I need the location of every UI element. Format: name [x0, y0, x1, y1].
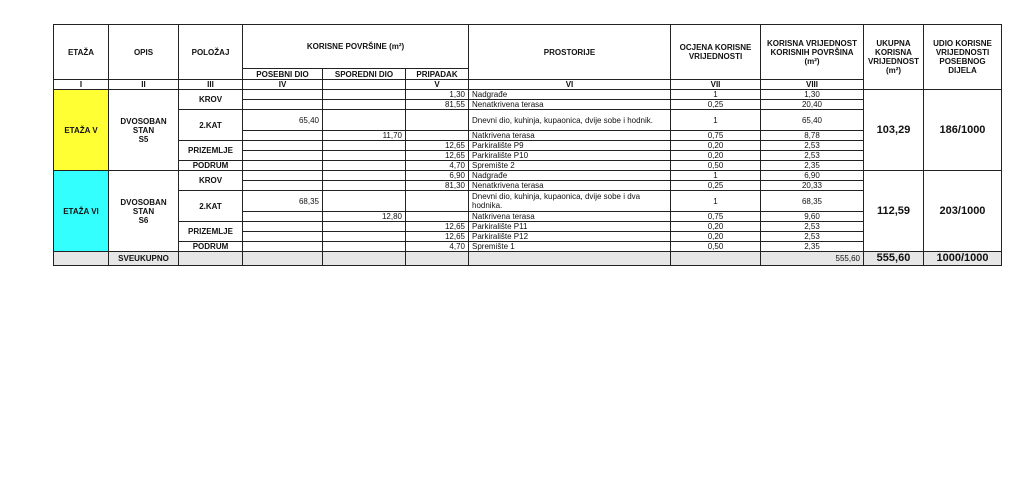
prostorija-label: Parkiralište P9 — [469, 141, 671, 151]
unit-opis-line: STAN — [132, 206, 155, 216]
pripadak-value — [406, 212, 469, 222]
sporedni-value — [323, 191, 406, 212]
pripadak-value — [406, 131, 469, 141]
roman-numeral — [323, 80, 406, 90]
vrijednost-value: 2,35 — [761, 161, 864, 171]
prostorija-label: Nadgrađe — [469, 171, 671, 181]
posebni-value — [243, 90, 323, 100]
pripadak-value: 12,65 — [406, 232, 469, 242]
prostorija-label: Dnevni dio, kuhinja, kupaonica, dvije sobe i hodnik. — [469, 110, 671, 131]
pripadak-value — [406, 191, 469, 212]
ocjena-value: 1 — [671, 191, 761, 212]
table-row — [54, 222, 1002, 232]
sporedni-value — [323, 161, 406, 171]
prostorija-label: Parkiralište P11 — [469, 222, 671, 232]
posebni-value — [243, 100, 323, 110]
position-label: 2.KAT — [179, 191, 243, 222]
posebni-value — [243, 171, 323, 181]
position-label: KROV — [179, 171, 243, 191]
prostorija-label: Dnevni dio, kuhinja, kupaonica, dvije sobe i dva hodnika. — [469, 191, 671, 212]
table-row — [54, 171, 1002, 181]
pripadak-value: 12,65 — [406, 151, 469, 161]
header-korisne-povrsine: KORISNE POVRŠINE (m²) — [243, 25, 469, 69]
pripadak-value: 1,30 — [406, 90, 469, 100]
pripadak-value: 12,65 — [406, 222, 469, 232]
position-label: PODRUM — [179, 161, 243, 171]
unit-udio: 186/1000 — [924, 90, 1002, 171]
vrijednost-value: 8,78 — [761, 131, 864, 141]
vrijednost-value: 9,60 — [761, 212, 864, 222]
table-row — [54, 141, 1002, 151]
ocjena-value: 0,20 — [671, 141, 761, 151]
ocjena-value: 0,20 — [671, 232, 761, 242]
table-row — [54, 110, 1002, 131]
unit-opis-line: S6 — [138, 215, 149, 225]
sporedni-value — [323, 181, 406, 191]
total-empty-cell — [54, 252, 109, 266]
total-empty-cell — [243, 252, 323, 266]
ocjena-value: 1 — [671, 90, 761, 100]
position-label: 2.KAT — [179, 110, 243, 141]
total-row — [54, 252, 1002, 266]
sporedni-value: 12,80 — [323, 212, 406, 222]
header-ukupna: UKUPNA KORISNA VRIJEDNOST (m²) — [864, 25, 924, 90]
position-label: PRIZEMLJE — [179, 222, 243, 242]
prostorija-label: Nadgrađe — [469, 90, 671, 100]
header-etaza: ETAŽA — [54, 25, 109, 80]
posebni-value — [243, 141, 323, 151]
posebni-value — [243, 181, 323, 191]
ocjena-value: 0,25 — [671, 100, 761, 110]
unit-opis-line: STAN — [132, 125, 155, 135]
sporedni-value — [323, 171, 406, 181]
pripadak-value: 81,55 — [406, 100, 469, 110]
unit-etaza: ETAŽA V — [54, 90, 109, 171]
sporedni-value — [323, 110, 406, 131]
roman-numeral: VIII — [761, 80, 864, 90]
ocjena-value: 1 — [671, 110, 761, 131]
header-polozaj: POLOŽAJ — [179, 25, 243, 80]
pripadak-value: 12,65 — [406, 141, 469, 151]
pripadak-value: 6,90 — [406, 171, 469, 181]
position-label: KROV — [179, 90, 243, 110]
posebni-value — [243, 161, 323, 171]
table-row — [54, 90, 1002, 100]
header-udio: UDIO KORISNE VRIJEDNOSTI POSEBNOG DIJELA — [924, 25, 1002, 90]
sporedni-value — [323, 141, 406, 151]
table-row — [54, 191, 1002, 212]
total-empty-cell — [469, 252, 671, 266]
posebni-value — [243, 151, 323, 161]
roman-numeral: VI — [469, 80, 671, 90]
posebni-value — [243, 131, 323, 141]
total-empty-cell — [406, 252, 469, 266]
header-pripadak: PRIPADAK — [406, 69, 469, 80]
total-empty-cell — [671, 252, 761, 266]
unit-opis — [109, 171, 179, 252]
position-label: PODRUM — [179, 242, 243, 252]
header-row-roman — [54, 80, 1002, 90]
posebni-value: 68,35 — [243, 191, 323, 212]
position-label: PRIZEMLJE — [179, 141, 243, 161]
posebni-value — [243, 212, 323, 222]
pripadak-value: 81,30 — [406, 181, 469, 191]
posebni-value — [243, 232, 323, 242]
unit-udio: 203/1000 — [924, 171, 1002, 252]
posebni-value — [243, 222, 323, 232]
vrijednost-value: 20,33 — [761, 181, 864, 191]
header-korisna-vrijednost: KORISNA VRIJEDNOST KORISNIH POVRŠINA (m²) — [761, 25, 864, 80]
roman-numeral: VII — [671, 80, 761, 90]
unit-ukupna: 103,29 — [864, 90, 924, 171]
unit-opis-line: DVOSOBAN — [120, 116, 167, 126]
sporedni-value — [323, 151, 406, 161]
sporedni-value: 11,70 — [323, 131, 406, 141]
ocjena-value: 0,50 — [671, 242, 761, 252]
header-sporedni: SPOREDNI DIO — [323, 69, 406, 80]
roman-numeral: IV — [243, 80, 323, 90]
vrijednost-value: 68,35 — [761, 191, 864, 212]
unit-opis-line: DVOSOBAN — [120, 197, 167, 207]
sporedni-value — [323, 222, 406, 232]
header-row-main — [54, 25, 1002, 69]
unit-etaza: ETAŽA VI — [54, 171, 109, 252]
header-ocjena: OCJENA KORISNE VRIJEDNOSTI — [671, 25, 761, 80]
sporedni-value — [323, 242, 406, 252]
vrijednost-value: 20,40 — [761, 100, 864, 110]
ocjena-value: 0,20 — [671, 222, 761, 232]
total-empty-cell — [179, 252, 243, 266]
header-prostorije: PROSTORIJE — [469, 25, 671, 80]
pripadak-value: 4,70 — [406, 242, 469, 252]
ocjena-value: 0,25 — [671, 181, 761, 191]
prostorija-label: Parkiralište P12 — [469, 232, 671, 242]
prostorija-label: Parkiralište P10 — [469, 151, 671, 161]
vrijednost-value: 65,40 — [761, 110, 864, 131]
prostorija-label: Spremište 1 — [469, 242, 671, 252]
sporedni-value — [323, 232, 406, 242]
prostorija-label: Natkrivena terasa — [469, 131, 671, 141]
vrijednost-value: 2,53 — [761, 222, 864, 232]
ownership-share-table — [53, 24, 1002, 266]
sporedni-value — [323, 100, 406, 110]
unit-ukupna: 112,59 — [864, 171, 924, 252]
sporedni-value — [323, 90, 406, 100]
roman-numeral: III — [179, 80, 243, 90]
table-row — [54, 161, 1002, 171]
vrijednost-value: 6,90 — [761, 171, 864, 181]
roman-numeral: II — [109, 80, 179, 90]
total-udio: 1000/1000 — [924, 252, 1002, 266]
unit-opis-line: S5 — [138, 134, 149, 144]
total-ukupna: 555,60 — [864, 252, 924, 266]
ocjena-value: 0,50 — [671, 161, 761, 171]
header-opis: OPIS — [109, 25, 179, 80]
total-empty-cell — [323, 252, 406, 266]
pripadak-value: 4,70 — [406, 161, 469, 171]
ocjena-value: 1 — [671, 171, 761, 181]
vrijednost-value: 1,30 — [761, 90, 864, 100]
vrijednost-value: 2,53 — [761, 232, 864, 242]
vrijednost-value: 2,35 — [761, 242, 864, 252]
roman-numeral: I — [54, 80, 109, 90]
vrijednost-value: 2,53 — [761, 141, 864, 151]
prostorija-label: Nenatkrivena terasa — [469, 181, 671, 191]
vrijednost-value: 2,53 — [761, 151, 864, 161]
posebni-value: 65,40 — [243, 110, 323, 131]
ocjena-value: 0,75 — [671, 131, 761, 141]
pripadak-value — [406, 110, 469, 131]
posebni-value — [243, 242, 323, 252]
ocjena-value: 0,20 — [671, 151, 761, 161]
total-label: SVEUKUPNO — [109, 252, 179, 266]
prostorija-label: Nenatkrivena terasa — [469, 100, 671, 110]
prostorija-label: Spremište 2 — [469, 161, 671, 171]
ocjena-value: 0,75 — [671, 212, 761, 222]
table-row — [54, 242, 1002, 252]
unit-opis — [109, 90, 179, 171]
total-vrijednost: 555,60 — [761, 252, 864, 266]
header-posebni: POSEBNI DIO — [243, 69, 323, 80]
roman-numeral: V — [406, 80, 469, 90]
prostorija-label: Natkrivena terasa — [469, 212, 671, 222]
